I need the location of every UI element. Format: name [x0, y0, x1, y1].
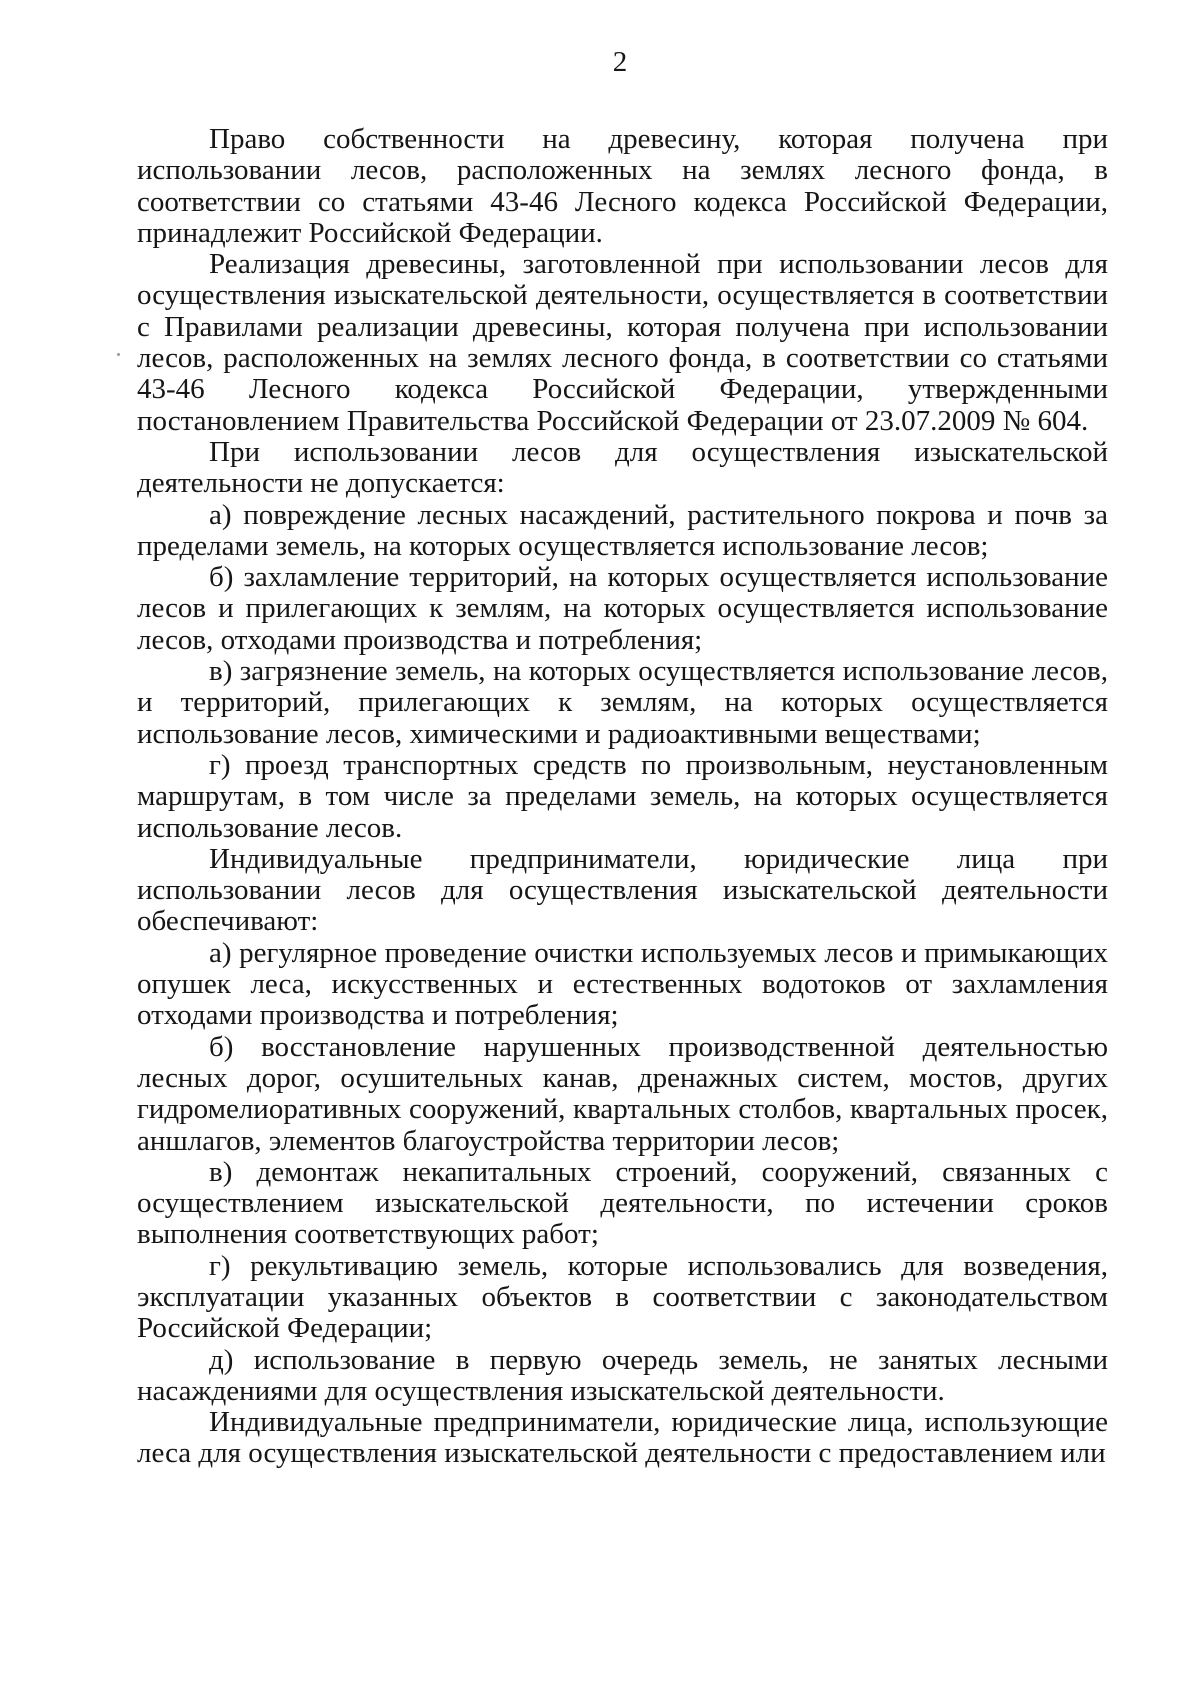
list-item-obligation-b: б) восстановление нарушенных производственной деятельностью лесных дорог, осушительных канав, дренажных систем, мостов, других гидромелиоративных сооружений, квартальных столбов, квартальных просек, аншлагов, элементов благоустройства территории лесов;: [137, 1030, 1108, 1157]
paragraph-obligations-intro: Индивидуальные предприниматели, юридические лица при использовании лесов для осуществления изыскательской деятельности обеспечивают:: [137, 842, 1108, 938]
list-item-prohibition-a: а) повреждение лесных насаждений, растительного покрова и почв за пределами земель, на которых осуществляется использование лесов;: [137, 498, 1108, 562]
paragraph-closing-fragment: Индивидуальные предприниматели, юридические лица, использующие леса для осуществления изыскательской деятельности с предоставлением или: [137, 1406, 1108, 1470]
page-number: 2: [612, 46, 628, 78]
paragraph-ownership: Право собственности на древесину, которая получена при использовании лесов, расположенных на землях лесного фонда, в соответствии со статьями 43-46 Лесного кодекса Российской Федерации, принадлежит Российской Федерации.: [137, 123, 1108, 249]
list-item-prohibition-b: б) захламление территорий, на которых осуществляется использование лесов и прилегающих к землям, на которых осуществляется использование лесов, отходами производства и потребления;: [137, 561, 1108, 656]
scan-speck: [117, 353, 120, 356]
list-item-obligation-a: а) регулярное проведение очистки используемых лесов и примыкающих опушек леса, искусственных и естественных водотоков от захламления отходами производства и потребления;: [137, 936, 1108, 1032]
document-body: [137, 124, 1108, 1470]
list-item-prohibition-g: г) проезд транспортных средств по произвольным, неустановленным маршрутам, в том числе за пределами земель, на которых осуществляется использование лесов.: [137, 748, 1108, 844]
list-item-obligation-v: в) демонтаж некапитальных строений, сооружений, связанных с осуществлением изыскательской деятельности, по истечении сроков выполнения соответствующих работ;: [137, 1155, 1108, 1251]
paragraph-realization: Реализация древесины, заготовленной при использовании лесов для осуществления изыскательской деятельности, осуществляется в соответствии с Правилами реализации древесины, которая получена при использовании лесов, расположенных на землях лесного фонда, в соответствии со статьями 43-46 Лесного кодекса Российской Федерации, утвержденными постановлением Правительства Российской Федерации от 23.07.2009 № 604.: [137, 248, 1108, 437]
list-item-prohibition-v: в) загрязнение земель, на которых осуществляется использование лесов, и территорий, прилегающих к землям, на которых осуществляется использование лесов, химическими и радиоактивными веществами;: [137, 655, 1108, 750]
list-item-obligation-g: г) рекультивацию земель, которые использовались для возведения, эксплуатации указанных объектов в соответствии с законодательством Российской Федерации;: [137, 1249, 1108, 1345]
paragraph-prohibitions-intro: При использовании лесов для осуществления изыскательской деятельности не допускается:: [137, 435, 1108, 500]
list-item-obligation-d: д) использование в первую очередь земель, не занятых лесными насаждениями для осуществления изыскательской деятельности.: [137, 1343, 1108, 1407]
